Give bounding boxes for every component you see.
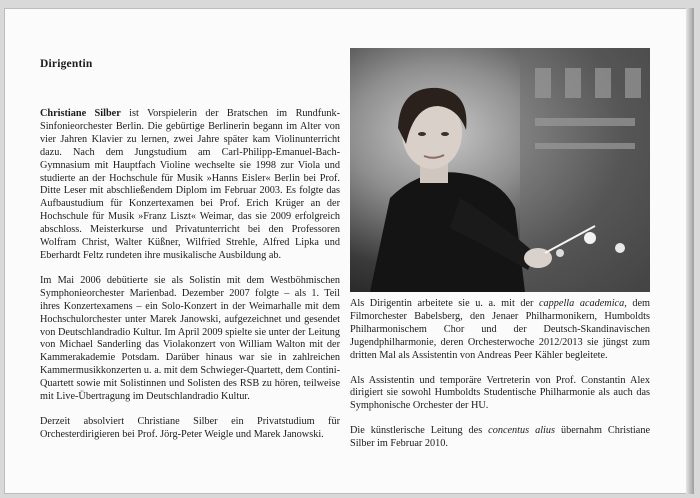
ensemble-name-cappella: cappella academica: [538, 298, 625, 309]
bio-paragraph-1: [40, 108, 340, 263]
conductor-photo-illustration: [350, 48, 650, 292]
right-column-text: [350, 298, 650, 463]
ensemble-name-concentus: concentus alius: [488, 425, 556, 437]
left-column-text: [40, 108, 340, 454]
bio-paragraph-1-text: ist Vorspielerin der Bratschen im Rundfunk-Sinfonieorchester Berlin. Die gebürtige Berlinerin begann im Alter von vier Jahren Klavier zu lernen, zwei Jahre später kam Violinunterricht dazu. Nach dem Jungstudium am Carl-Philipp-Emanuel-Bach-Gymnasium mit Hauptfach Violine wechselte sie 1998 zur Viola und studierte an der Hochschule für Musik »Hanns Eisler« Berlin bei Prof. Ditte Leser mit abschließendem Diplom im Februar 2003. Es folgte das Aufbaustudium für Konzertexamen bei Prof. Erich Krüger an der Hochschule für Musik »Franz Liszt« Weimar, das sie 2009 erfolgreich abschloss. Meisterkurse und Privatunterricht bei den Professoren Wolfram Christ, Walter Küßner, Wilfried Strehle, Alfred Lipka und Eberhardt Feltz rundeten ihre musikalische Ausbildung ab.: [40, 108, 340, 261]
career-paragraph-3-text-a: Die künstlerische Leitung des: [350, 425, 489, 437]
page-spine-shadow: [686, 8, 694, 494]
career-paragraph-3-text-b: übernahm Christiane Silber im Februar 2010.: [350, 425, 650, 450]
conductor-photo: [350, 48, 650, 292]
section-heading: Dirigentin: [40, 58, 93, 70]
career-paragraph-1-text-a: Als Dirigentin arbeitete sie u. a. mit der: [350, 298, 539, 309]
bio-paragraph-2: Im Mai 2006 debütierte sie als Solistin mit dem Westböhmischen Symphonieorchester Marienbad. Dezember 2007 folgte – als 1. Teil ihres Konzertexamens – ein Solo-Konzert in der Weimarhalle mit dem Hochschulorchester unter Marek Janowski, aufgezeichnet und gesendet von Deutschlandradio Kultur. Im April 2009 spielte sie unter der Leitung von Michael Sanderling das Violakonzert von William Walton mit der Kammerakademie Potsdam. Darüber hinaus war sie in zahlreichen Kammermusikkonzerten u. a. mit dem Schwieger-Quartett, dem Contini-Quartett sowie mit Solistinnen und Solisten des RSB zu hören, teilweise mit Live-Übertragung im Deutschlandradio Kultur.: [40, 274, 340, 403]
career-paragraph-2: Als Assistentin und temporäre Vertreterin von Prof. Constantin Alex dirigiert sie sowohl Humboldts Studentische Philharmonie als auch das Symphonische Orchester der HU.: [350, 374, 650, 412]
career-paragraph-1: [350, 298, 650, 363]
conductor-name: Christiane Silber: [40, 108, 121, 119]
career-paragraph-3: [350, 425, 650, 451]
bio-paragraph-3: Derzeit absolviert Christiane Silber ein Privatstudium für Orchesterdirigieren bei Prof. Jörg-Peter Weigle und Marek Janowski.: [40, 415, 340, 440]
booklet-page: [4, 8, 694, 494]
career-paragraph-1-text-b: , dem Filmorchester Babelsberg, den Jenaer Philharmonikern, Humboldts Philharmonischem Chor und der Deutsch-Skandinavischen Jugendphilharmonie, deren Orchesterwoche 2012/2013 sie jüngst zum dritten Mal als Assistentin von Andreas Peer Kähler begleitete.: [350, 298, 650, 361]
